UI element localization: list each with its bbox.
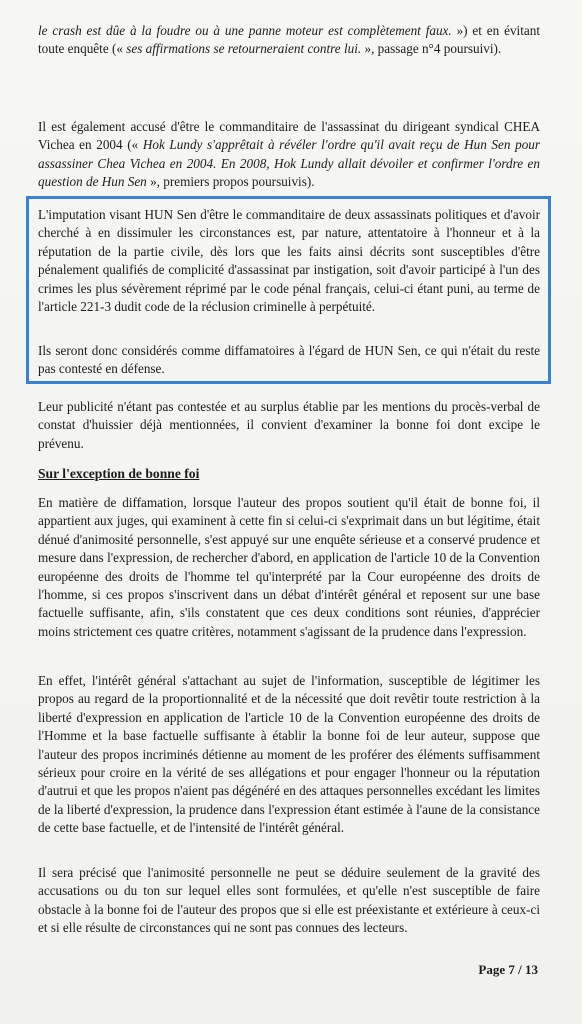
- quote-hok-lundy: Hok Lundy s'apprêtait à révéler l'ordre qu'il avait reçu de Hun Sen pour assassiner Chea Vichea en 2004. En 2008, Hok Lundy allait dévoiler et confirmer l'ordre en question de Hun Sen: [38, 137, 541, 190]
- page-number: Page 7 / 13: [478, 962, 538, 977]
- quote-crash: le crash est dûe à la foudre ou à une panne moteur est complètement faux.: [38, 23, 452, 38]
- paragraph-5-publicite: Leur publicité n'étant pas contestée et au surplus établie par les mentions du procès-verbal de constat d'huissier déjà mentionnées, il convient d'examiner la bonne foi dont excipe le prévenu.: [38, 399, 540, 451]
- paragraph-2: Il est également accusé d'être le commanditaire de l'assassinat du dirigeant syndical CHEA Vichea en 2004 (« Hok Lundy s'apprêtait à révéler l'ordre qu'il avait reçu de Hun Sen pour assassiner Chea Vichea en 2004. En 2008, Hok Lundy allait dévoiler et confirmer l'ordre en question de Hun Sen », premiers propos poursuivis).: [38, 119, 541, 190]
- section-heading-bonne-foi: Sur l'exception de bonne foi: [38, 466, 200, 481]
- paragraph-1: le crash est dûe à la foudre ou à une panne moteur est complètement faux. ») et en évitant toute enquête (« ses affirmations se retourneraient contre lui. », passage n°4 poursuivi).: [38, 23, 540, 57]
- paragraph-6-diffamation: En matière de diffamation, lorsque l'auteur des propos soutient qu'il était de bonne foi, il appartient aux juges, qui examinent à cette fin si celui-ci s'exprimait dans un but légitime, était dénué d'animosité personnelle, s'est appuyé sur une enquête sérieuse et a conservé prudence et mesure dans l'expression, de rechercher d'abord, en application de l'article 10 de la Convention européenne des droits de l'homme tel qu'interprété par la Cour européenne des droits de l'homme, si ces propos s'inscrivent dans un débat d'intérêt général et reposent sur une base factuelle suffisante, afin, s'ils constatent que ces deux conditions sont réunies, d'apprécier moins strictement ces quatre critères, notamment s'agissant de la prudence dans l'expression.: [38, 495, 540, 639]
- paragraph-7-interet-general: En effet, l'intérêt général s'attachant au sujet de l'information, susceptible de légitimer les propos au regard de la proportionnalité et de la nécessité que doit revêtir toute restriction à la liberté d'expression en application de l'article 10 de la Convention européenne des droits de l'Homme et la base factuelle suffisante à établir la bonne foi de leur auteur, suppose que l'auteur des propos incriminés détienne au moment de les proférer des éléments suffisamment sérieux pour croire en la vérité de ses allégations et pour engager l'honneur ou la réputation d'autrui et que les propos n'aient pas dégénéré en des attaques personnelles excédant les limites de la liberté d'expression, la prudence dans l'expression étant estimée à l'aune de la consistance de cette base factuelle, et de l'intensité de l'intérêt général.: [38, 673, 540, 836]
- paragraph-3-imputation: L'imputation visant HUN Sen d'être le commanditaire de deux assassinats politiques et d'avoir cherché à en dissimuler les circonstances est, par nature, attentatoire à l'honneur et à la réputation de la partie civile, dès lors que les faits ainsi décrits sont susceptibles d'être pénalement qualifiés de complicité d'assassinat par instigation, soit d'avoir participé à l'un des crimes les plus sévèrement réprimé par le code pénal français, celui-ci étant puni, au terme de l'article 221-3 dudit code de la réclusion criminelle à perpétuité.: [38, 207, 540, 315]
- paragraph-8-animosite: Il sera précisé que l'animosité personnelle ne peut se déduire seulement de la gravité des accusations ou du ton sur lequel elles sont formulées, et qu'elle n'est susceptible de faire obstacle à la bonne foi de l'auteur des propos que si elle est préexistante et extérieure à ceux-ci et si elle résulte de circonstances qui ne sont pas connues des lecteurs.: [38, 865, 540, 936]
- paragraph-4-diffamatoires: Ils seront donc considérés comme diffamatoires à l'égard de HUN Sen, ce qui n'était du reste pas contesté en défense.: [38, 343, 540, 377]
- quote-affirmations: ses affirmations se retourneraient contre lui.: [126, 41, 362, 57]
